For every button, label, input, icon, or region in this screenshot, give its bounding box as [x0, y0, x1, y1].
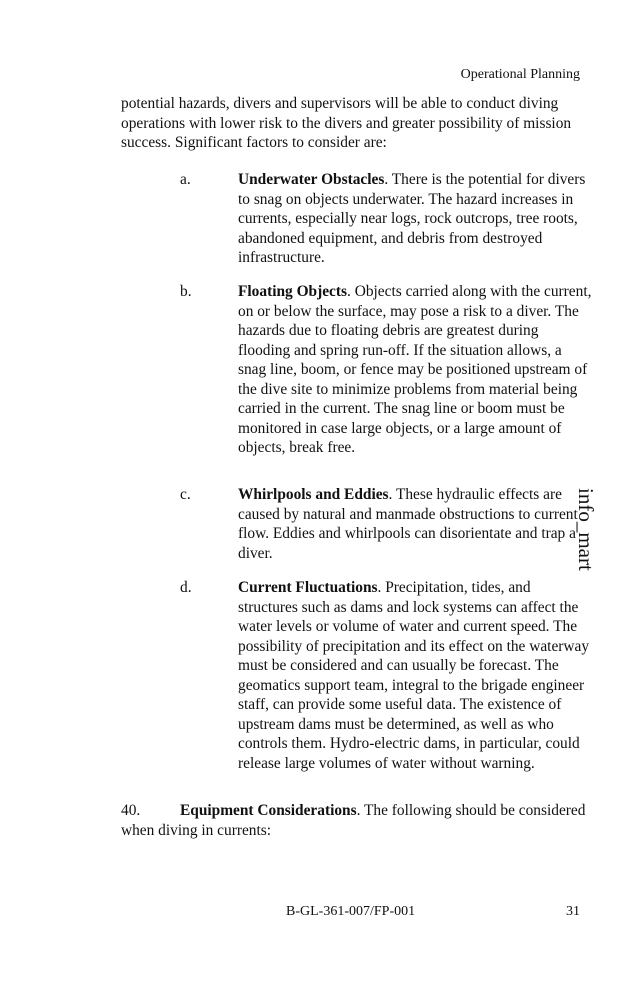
paragraph-40: [121, 801, 586, 840]
list-item-title: Underwater Obstacles: [238, 171, 385, 188]
list-item-text: . Precipitation, tides, and structures such as dams and lock systems can affect the water levels or volume of water and current speed. The possibility of precipitation and its effect on the waterway must be considered and can usually be forecast. The geomatics support team, integral to the brigade engineer staff, can provide some useful data. The existence of upstream dams must be determined, as well as who controls them. Hydro-electric dams, in particular, could release large volumes of water without warning.: [238, 579, 590, 772]
running-header: Operational Planning: [460, 67, 580, 82]
list-item-whirlpools-eddies: [180, 485, 592, 563]
list-item-text: . Objects carried along with the current, on or below the surface, may pose a risk to a diver. The hazards due to floating debris are greatest during flooding and spring run-off. If the situation allows, a snag line, boom, or fence may be positioned upstream of the dive site to minimize problems from material being carried in the current. The snag line or boom must be monitored in case large objects, or a large amount of objects, break free.: [238, 283, 592, 456]
list-item-title: Floating Objects: [238, 283, 348, 300]
list-item-letter: d.: [180, 579, 192, 596]
list-item-body: [238, 485, 592, 563]
list-item-letter: c.: [180, 486, 191, 503]
list-item-letter: a.: [180, 171, 191, 188]
paragraph-text: . The following should be considered when diving in currents:: [121, 802, 586, 839]
list-item-letter: b.: [180, 283, 192, 300]
paragraph-number: 40.: [121, 802, 141, 819]
page-number: 31: [566, 904, 580, 919]
list-item-current-fluctuations: [180, 578, 592, 773]
side-watermark-tag: info_mart: [574, 488, 598, 571]
paragraph-title: Equipment Considerations: [180, 802, 357, 819]
intro-paragraph: potential hazards, divers and supervisors will be able to conduct diving operations with lower risk to the divers and greater possibility of mission success. Significant factors to consider are:: [121, 95, 572, 151]
document-code: B-GL-361-007/FP-001: [286, 904, 416, 919]
list-item-body: [238, 282, 592, 458]
list-item-body: [238, 578, 592, 773]
list-item-text: . These hydraulic effects are caused by natural and manmade obstructions to current flow. Eddies and whirlpools can disorientate and trap a diver.: [238, 486, 578, 562]
list-item-title: Whirlpools and Eddies: [238, 486, 389, 503]
list-item-body: [238, 170, 592, 268]
list-item-underwater-obstacles: [180, 170, 592, 268]
list-item-title: Current Fluctuations: [238, 579, 378, 596]
list-item-text: . There is the potential for divers to snag on objects underwater. The hazard increases in currents, especially near logs, rock outcrops, tree roots, abandoned equipment, and debris from destroyed infrastructure.: [238, 171, 586, 266]
list-item-floating-objects: [180, 282, 592, 458]
